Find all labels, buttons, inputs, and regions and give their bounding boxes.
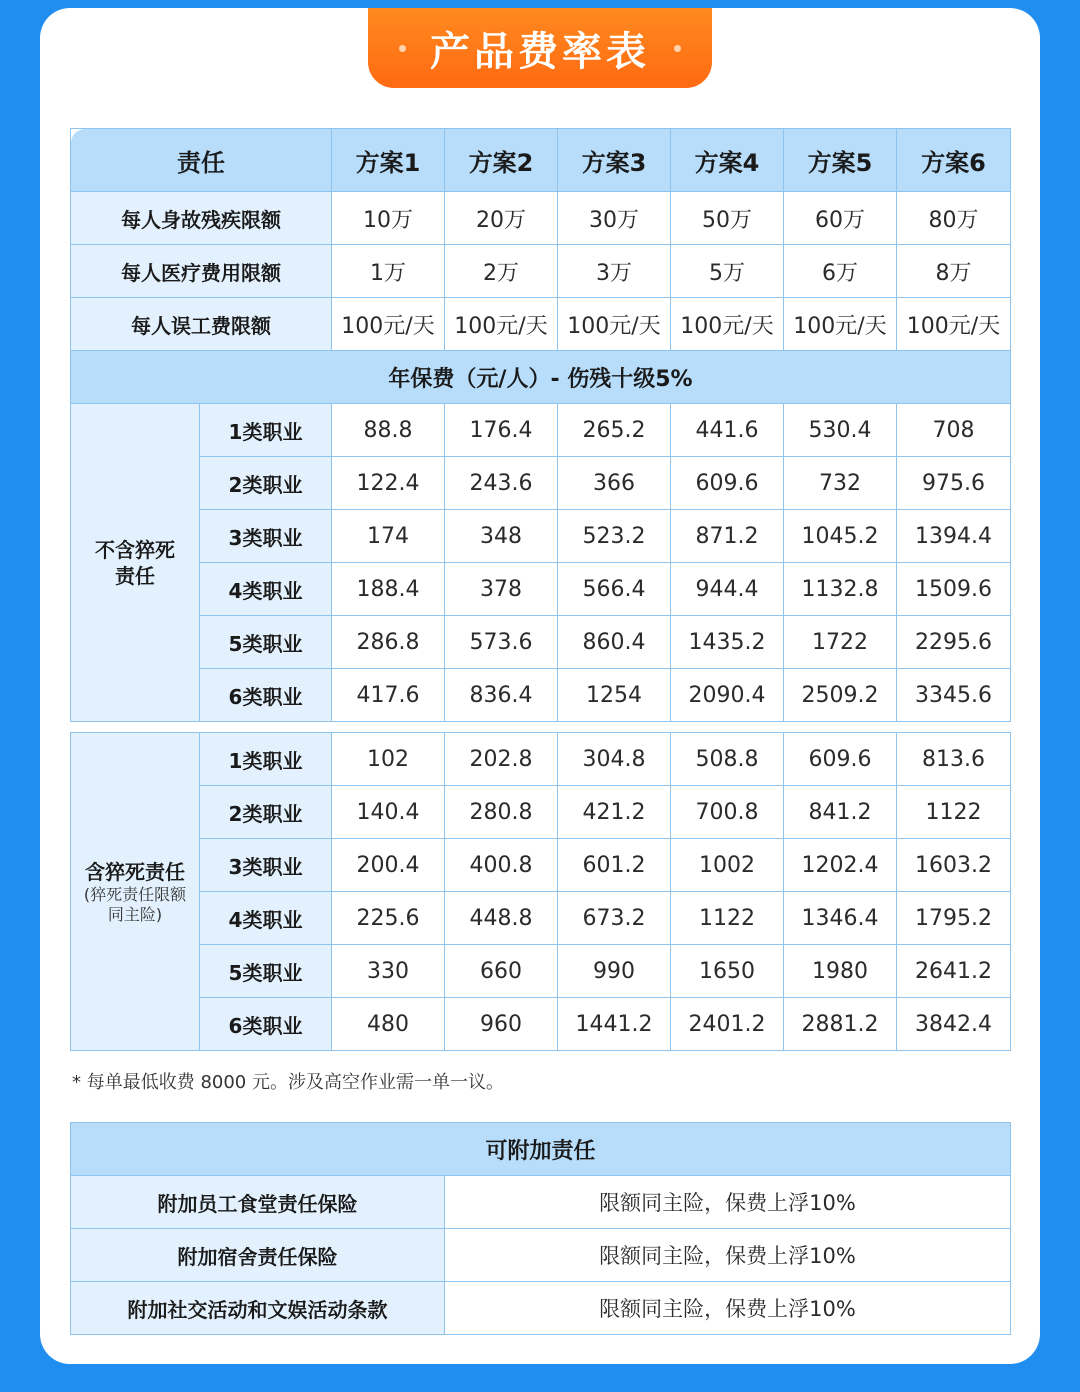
premium-row [71, 786, 1011, 839]
premium-value: 1795.2 [897, 892, 1011, 945]
premium-value: 286.8 [332, 616, 445, 669]
premium-value: 225.6 [332, 892, 445, 945]
limit-value: 80万 [897, 192, 1011, 245]
occupation-label: 3类职业 [200, 510, 332, 563]
premium-row [71, 733, 1011, 786]
premium-value: 609.6 [671, 457, 784, 510]
premium-value: 366 [558, 457, 671, 510]
limit-value: 100元/天 [332, 298, 445, 351]
premium-value: 1254 [558, 669, 671, 722]
occupation-label: 1类职业 [200, 404, 332, 457]
premium-row [71, 945, 1011, 998]
premium-value: 523.2 [558, 510, 671, 563]
premium-value: 448.8 [445, 892, 558, 945]
premium-value: 708 [897, 404, 1011, 457]
premium-value: 2295.6 [897, 616, 1011, 669]
addon-desc: 限额同主险，保费上浮10% [445, 1229, 1011, 1282]
rate-table-main [70, 128, 1011, 722]
limit-value: 50万 [671, 192, 784, 245]
premium-row [71, 669, 1011, 722]
premium-value: 441.6 [671, 404, 784, 457]
premium-value: 1722 [784, 616, 897, 669]
premium-value: 88.8 [332, 404, 445, 457]
premium-value: 944.4 [671, 563, 784, 616]
occupation-label: 3类职业 [200, 839, 332, 892]
premium-value: 2401.2 [671, 998, 784, 1051]
limit-value: 100元/天 [784, 298, 897, 351]
premium-value: 2509.2 [784, 669, 897, 722]
premium-value: 400.8 [445, 839, 558, 892]
limit-value: 100元/天 [897, 298, 1011, 351]
limit-label: 每人身故残疾限额 [71, 192, 332, 245]
premium-value: 841.2 [784, 786, 897, 839]
premium-value: 280.8 [445, 786, 558, 839]
addon-table [70, 1122, 1011, 1335]
premium-value: 417.6 [332, 669, 445, 722]
premium-value: 480 [332, 998, 445, 1051]
header-plan: 方案5 [784, 129, 897, 192]
premium-value: 673.2 [558, 892, 671, 945]
header-plan: 方案6 [897, 129, 1011, 192]
premium-value: 530.4 [784, 404, 897, 457]
occupation-label: 2类职业 [200, 786, 332, 839]
premium-value: 609.6 [784, 733, 897, 786]
premium-value: 122.4 [332, 457, 445, 510]
limit-value: 6万 [784, 245, 897, 298]
addon-row [71, 1229, 1011, 1282]
premium-row [71, 404, 1011, 457]
premium-value: 990 [558, 945, 671, 998]
premium-value: 243.6 [445, 457, 558, 510]
occupation-label: 6类职业 [200, 669, 332, 722]
limit-label: 每人医疗费用限额 [71, 245, 332, 298]
header-plan: 方案3 [558, 129, 671, 192]
premium-value: 2090.4 [671, 669, 784, 722]
premium-value: 871.2 [671, 510, 784, 563]
premium-value: 1045.2 [784, 510, 897, 563]
premium-row [71, 839, 1011, 892]
premium-value: 3842.4 [897, 998, 1011, 1051]
limit-value: 60万 [784, 192, 897, 245]
addon-name: 附加员工食堂责任保险 [71, 1176, 445, 1229]
premium-value: 1509.6 [897, 563, 1011, 616]
header-plan: 方案4 [671, 129, 784, 192]
premium-value: 960 [445, 998, 558, 1051]
premium-value: 140.4 [332, 786, 445, 839]
limit-value: 30万 [558, 192, 671, 245]
occupation-label: 5类职业 [200, 616, 332, 669]
limit-row [71, 298, 1011, 351]
addon-header-row [71, 1123, 1011, 1176]
occupation-label: 1类职业 [200, 733, 332, 786]
addon-name: 附加社交活动和文娱活动条款 [71, 1282, 445, 1335]
occupation-label: 5类职业 [200, 945, 332, 998]
rate-table-with-sudden-death [70, 732, 1011, 1051]
premium-value: 174 [332, 510, 445, 563]
premium-value: 1202.4 [784, 839, 897, 892]
header-plan: 方案2 [445, 129, 558, 192]
premium-value: 1122 [897, 786, 1011, 839]
page-title-tab [368, 8, 712, 88]
occupation-label: 4类职业 [200, 892, 332, 945]
group-title: 含猝死责任 [85, 859, 185, 884]
premium-value: 304.8 [558, 733, 671, 786]
footnote: * 每单最低收费 8000 元。涉及高空作业需一单一议。 [72, 1072, 504, 1093]
header-plan: 方案1 [332, 129, 445, 192]
limit-value: 5万 [671, 245, 784, 298]
premium-value: 660 [445, 945, 558, 998]
premium-value: 102 [332, 733, 445, 786]
limit-value: 8万 [897, 245, 1011, 298]
premium-row [71, 892, 1011, 945]
premium-value: 975.6 [897, 457, 1011, 510]
title-dot-right [674, 45, 681, 52]
premium-value: 573.6 [445, 616, 558, 669]
premium-row [71, 563, 1011, 616]
premium-value: 330 [332, 945, 445, 998]
premium-section-title: 年保费（元/人）- 伤残十级5% [71, 351, 1011, 404]
premium-value: 3345.6 [897, 669, 1011, 722]
limit-value: 100元/天 [671, 298, 784, 351]
limit-value: 100元/天 [445, 298, 558, 351]
premium-value: 265.2 [558, 404, 671, 457]
limit-value: 100元/天 [558, 298, 671, 351]
premium-value: 1435.2 [671, 616, 784, 669]
group-title: 不含猝死责任 [95, 537, 175, 588]
premium-value: 566.4 [558, 563, 671, 616]
premium-value: 378 [445, 563, 558, 616]
premium-row [71, 998, 1011, 1051]
group-label-with-sudden-death [71, 733, 200, 1051]
premium-value: 700.8 [671, 786, 784, 839]
page-title: 产品费率表 [430, 28, 650, 75]
premium-value: 813.6 [897, 733, 1011, 786]
limit-value: 20万 [445, 192, 558, 245]
premium-value: 1132.8 [784, 563, 897, 616]
occupation-label: 2类职业 [200, 457, 332, 510]
premium-value: 1603.2 [897, 839, 1011, 892]
premium-value: 860.4 [558, 616, 671, 669]
premium-value: 2881.2 [784, 998, 897, 1051]
limit-row [71, 245, 1011, 298]
title-dot-left [399, 45, 406, 52]
table-header-row [71, 129, 1011, 192]
premium-value: 1122 [671, 892, 784, 945]
occupation-label: 6类职业 [200, 998, 332, 1051]
limit-row [71, 192, 1011, 245]
premium-value: 202.8 [445, 733, 558, 786]
group-label-without-sudden-death [71, 404, 200, 722]
premium-value: 1346.4 [784, 892, 897, 945]
premium-value: 1980 [784, 945, 897, 998]
premium-value: 1441.2 [558, 998, 671, 1051]
limit-value: 1万 [332, 245, 445, 298]
addon-name: 附加宿舍责任保险 [71, 1229, 445, 1282]
occupation-label: 4类职业 [200, 563, 332, 616]
limit-value: 10万 [332, 192, 445, 245]
premium-row [71, 616, 1011, 669]
premium-value: 508.8 [671, 733, 784, 786]
addon-desc: 限额同主险，保费上浮10% [445, 1176, 1011, 1229]
premium-section-row [71, 351, 1011, 404]
premium-value: 836.4 [445, 669, 558, 722]
limit-value: 3万 [558, 245, 671, 298]
group-subtitle: (猝死责任限额同主险) [83, 884, 187, 924]
addon-title: 可附加责任 [71, 1123, 1011, 1176]
addon-row [71, 1282, 1011, 1335]
premium-value: 2641.2 [897, 945, 1011, 998]
header-responsibility: 责任 [71, 129, 332, 192]
limit-label: 每人误工费限额 [71, 298, 332, 351]
premium-row [71, 510, 1011, 563]
limit-value: 2万 [445, 245, 558, 298]
premium-value: 176.4 [445, 404, 558, 457]
premium-value: 1002 [671, 839, 784, 892]
premium-value: 188.4 [332, 563, 445, 616]
premium-value: 601.2 [558, 839, 671, 892]
premium-value: 732 [784, 457, 897, 510]
addon-row [71, 1176, 1011, 1229]
premium-value: 421.2 [558, 786, 671, 839]
premium-value: 1394.4 [897, 510, 1011, 563]
premium-value: 200.4 [332, 839, 445, 892]
addon-desc: 限额同主险，保费上浮10% [445, 1282, 1011, 1335]
premium-row [71, 457, 1011, 510]
premium-value: 1650 [671, 945, 784, 998]
premium-value: 348 [445, 510, 558, 563]
